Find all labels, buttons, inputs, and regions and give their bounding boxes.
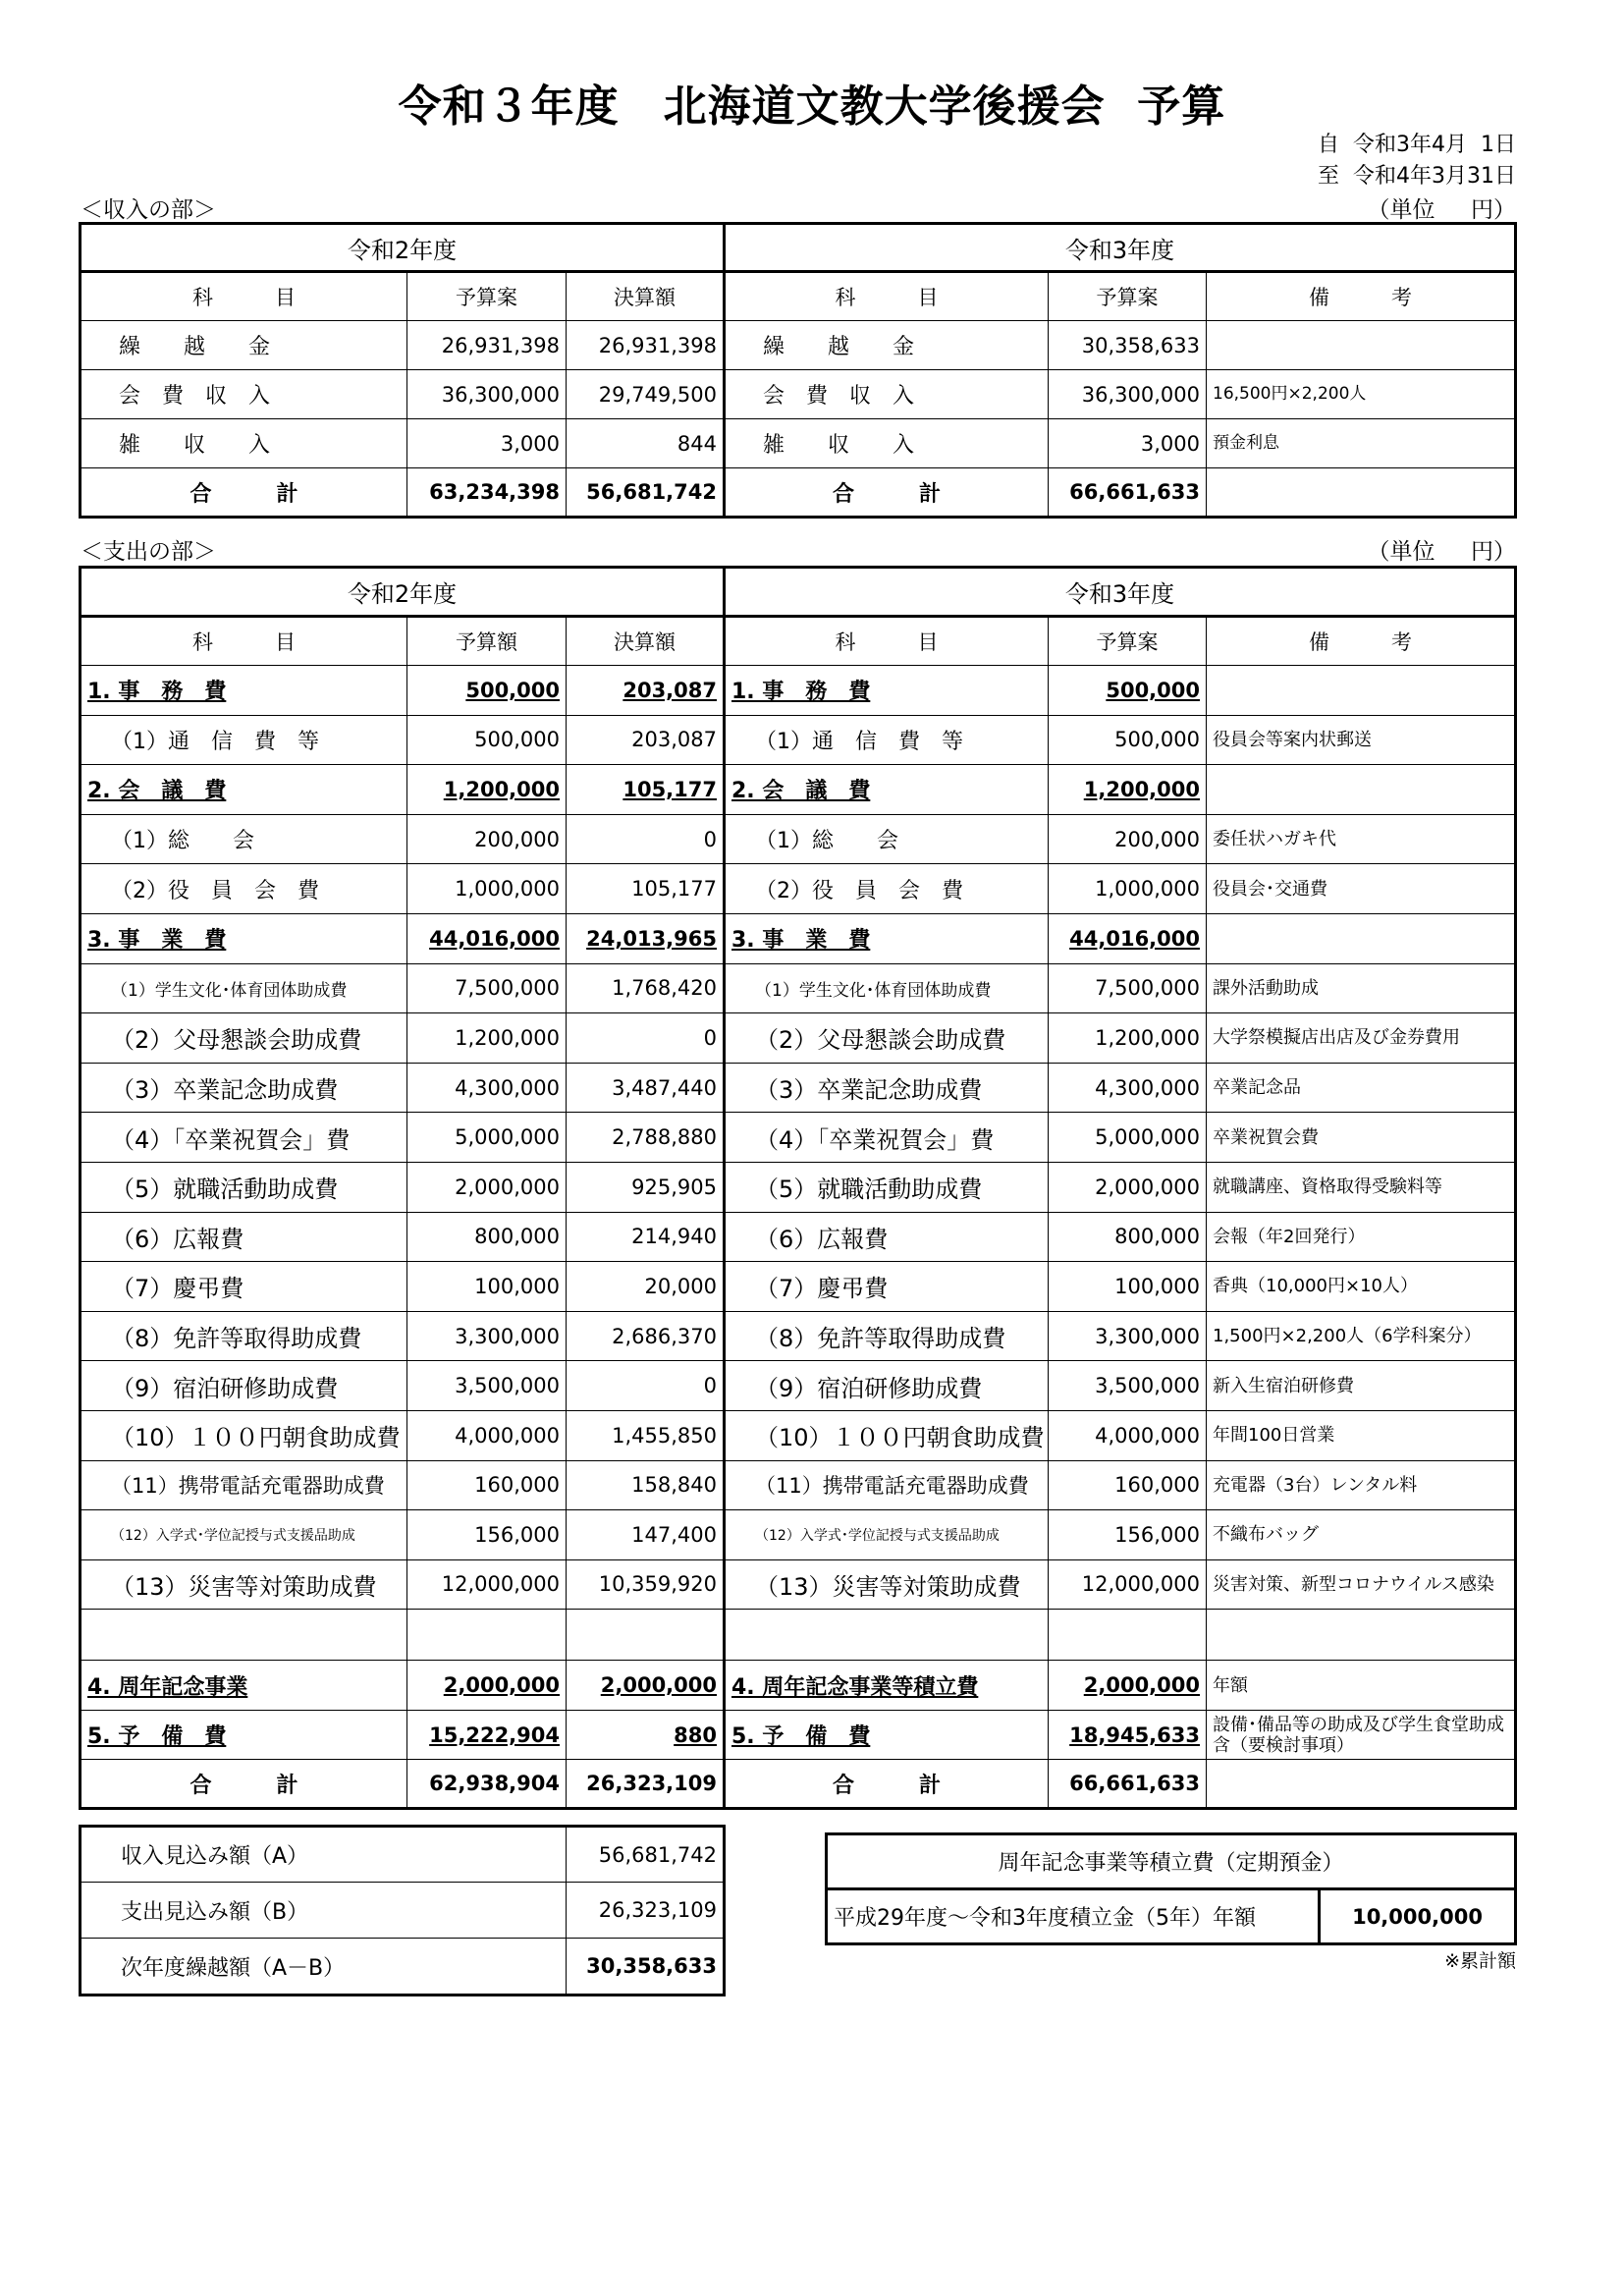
expense-item-name: （5）就職活動助成費 (81, 1162, 407, 1212)
expense-r3-budget: 7,500,000 (1049, 963, 1207, 1013)
income-unit-label: （単位 円） (1367, 197, 1516, 223)
expense-r2-budget: 1,200,000 (407, 765, 567, 815)
expense-remarks: 1,500円×2,200人（6学科案分） (1207, 1311, 1516, 1361)
income-r3-budget-header: 予算案 (1049, 272, 1207, 321)
expense-r2-budget: 44,016,000 (407, 913, 567, 963)
expense-section-label: ＜支出の部＞ (81, 539, 216, 565)
income-total-remarks (1207, 468, 1516, 518)
expense-r3-item-name: 3. 事 業 費 (725, 913, 1049, 963)
income-r2-budget: 26,931,398 (407, 321, 567, 370)
reserve-table (825, 1832, 1517, 1945)
income-r3-year: 令和3年度 (725, 224, 1516, 272)
expense-r3-item-name: （2）父母懇談会助成費 (725, 1013, 1049, 1064)
expense-r3-item-name: （3）卒業記念助成費 (725, 1063, 1049, 1113)
expense-total-r2-budget: 62,938,904 (407, 1760, 567, 1809)
expense-row (81, 1311, 1516, 1361)
income-remarks (1207, 321, 1516, 370)
expense-r2-settled: 880 (567, 1710, 725, 1760)
expense-r2-budget: 15,222,904 (407, 1710, 567, 1760)
expense-r3-budget: 1,000,000 (1049, 864, 1207, 914)
expense-r2-budget: 2,000,000 (407, 1162, 567, 1212)
expense-category-row (81, 666, 1516, 716)
expense-r3-item-name: 2. 会 議 費 (725, 765, 1049, 815)
income-total-label: 合 計 (81, 468, 407, 518)
expense-r3-item-name: （2）役 員 会 費 (725, 864, 1049, 914)
expense-r3-budget: 160,000 (1049, 1460, 1207, 1510)
expense-r2-budget: 160,000 (407, 1460, 567, 1510)
expense-item-name: （13）災害等対策助成費 (81, 1559, 407, 1610)
expense-r3-budget: 18,945,633 (1049, 1710, 1207, 1760)
expense-remarks: 香典（10,000円×10人） (1207, 1262, 1516, 1312)
expense-category-row (81, 1710, 1516, 1760)
expense-r3-budget: 100,000 (1049, 1262, 1207, 1312)
expense-r3-item-name: （5）就職活動助成費 (725, 1162, 1049, 1212)
income-item-name: 繰 越 金 (81, 321, 407, 370)
expense-item-name: （7）慶弔費 (81, 1262, 407, 1312)
expense-r3-budget: 44,016,000 (1049, 913, 1207, 963)
income-r3-budget: 3,000 (1049, 419, 1207, 468)
expense-row (81, 1510, 1516, 1560)
expense-unit-label: （単位 円） (1367, 539, 1516, 565)
summary-expense-label: 支出見込み額（B） (81, 1883, 567, 1939)
expense-remarks: 新入生宿泊研修費 (1207, 1361, 1516, 1411)
reserve-footnote: ※累計額 (1444, 1950, 1516, 1972)
expense-r3-item-name: （4）「卒業祝賀会」費 (725, 1113, 1049, 1163)
income-year-header-row (81, 224, 1516, 272)
income-table (79, 222, 1517, 519)
income-r3-item-name: 雑 収 入 (725, 419, 1049, 468)
expense-row (81, 1410, 1516, 1460)
expense-item-name: （8）免許等取得助成費 (81, 1311, 407, 1361)
expense-r3-budget: 2,000,000 (1049, 1162, 1207, 1212)
reserve-title-row (827, 1834, 1516, 1889)
expense-r2-settled-header: 決算額 (567, 617, 725, 666)
expense-r3-budget: 800,000 (1049, 1212, 1207, 1262)
expense-r3-item-name: （12）入学式･学位記授与式支援品助成 (725, 1510, 1049, 1560)
reserve-label: 平成29年度～令和3年度積立金（5年）年額 (827, 1889, 1320, 1944)
expense-r2-settled: 20,000 (567, 1262, 725, 1312)
expense-r3-item-name: 4. 周年記念事業等積立費 (725, 1661, 1049, 1711)
income-r2-budget: 3,000 (407, 419, 567, 468)
expense-r2-settled: 0 (567, 1013, 725, 1064)
expense-remarks: 卒業祝賀会費 (1207, 1113, 1516, 1163)
expense-item-name: 5. 予 備 費 (81, 1710, 407, 1760)
expense-item-name: （10）１００円朝食助成費 (81, 1410, 407, 1460)
expense-r2-settled: 1,768,420 (567, 963, 725, 1013)
income-total-r2-settled: 56,681,742 (567, 468, 725, 518)
expense-r2-budget-header: 予算額 (407, 617, 567, 666)
expense-item-name: （2）役 員 会 費 (81, 864, 407, 914)
expense-table (79, 566, 1517, 1810)
income-total-row (81, 468, 1516, 518)
expense-total-remarks (1207, 1760, 1516, 1809)
expense-r3-budget-header: 予算案 (1049, 617, 1207, 666)
expense-item-name: （1）学生文化･体育団体助成費 (81, 963, 407, 1013)
income-total-r3-label: 合 計 (725, 468, 1049, 518)
income-remarks-header: 備 考 (1207, 272, 1516, 321)
expense-r2-settled: 1,455,850 (567, 1410, 725, 1460)
income-r2-settled: 29,749,500 (567, 370, 725, 419)
expense-r3-item-name: （1）学生文化･体育団体助成費 (725, 963, 1049, 1013)
expense-r3-budget: 4,000,000 (1049, 1410, 1207, 1460)
expense-remarks: 会報（年2回発行） (1207, 1212, 1516, 1262)
expense-remarks: 就職講座、資格取得受験料等 (1207, 1162, 1516, 1212)
expense-remarks (1207, 765, 1516, 815)
expense-r2-budget: 2,000,000 (407, 1661, 567, 1711)
expense-r2-settled: 2,686,370 (567, 1311, 725, 1361)
income-row (81, 370, 1516, 419)
expense-remarks: 大学祭模擬店出店及び金券費用 (1207, 1013, 1516, 1064)
income-total-r2-budget: 63,234,398 (407, 468, 567, 518)
reserve-value-row (827, 1889, 1516, 1944)
expense-item-name: （11）携帯電話充電器助成費 (81, 1460, 407, 1510)
expense-r2-settled: 214,940 (567, 1212, 725, 1262)
expense-row (81, 1610, 1516, 1661)
expense-r2-settled: 2,788,880 (567, 1113, 725, 1163)
expense-row (81, 1361, 1516, 1411)
expense-r2-settled (567, 1610, 725, 1661)
expense-item-name: （4）「卒業祝賀会」費 (81, 1113, 407, 1163)
expense-r2-settled: 105,177 (567, 765, 725, 815)
expense-r2-budget: 3,300,000 (407, 1311, 567, 1361)
expense-item-name (81, 1610, 407, 1661)
expense-remarks: 年間100日営業 (1207, 1410, 1516, 1460)
expense-total-r3-budget: 66,661,633 (1049, 1760, 1207, 1809)
expense-r2-budget: 1,000,000 (407, 864, 567, 914)
expense-row (81, 1162, 1516, 1212)
expense-r2-budget: 156,000 (407, 1510, 567, 1560)
expense-r3-item-name (725, 1610, 1049, 1661)
expense-r2-year: 令和2年度 (81, 568, 725, 617)
expense-row (81, 1262, 1516, 1312)
expense-item-name: 4. 周年記念事業 (81, 1661, 407, 1711)
expense-r2-settled: 2,000,000 (567, 1661, 725, 1711)
period-to: 至 令和4年3月31日 (1318, 164, 1516, 189)
expense-r2-settled: 147,400 (567, 1510, 725, 1560)
reserve-title: 周年記念事業等積立費（定期預金） (827, 1834, 1516, 1889)
page-title: 令和３年度 北海道文教大学後援会 予算 (398, 82, 1226, 132)
expense-r3-item-name: 5. 予 備 費 (725, 1710, 1049, 1760)
expense-r2-settled: 105,177 (567, 864, 725, 914)
expense-r3-item-name: （9）宿泊研修助成費 (725, 1361, 1049, 1411)
expense-item-name: 3. 事 業 費 (81, 913, 407, 963)
expense-r2-budget: 4,000,000 (407, 1410, 567, 1460)
expense-remarks: 役員会･交通費 (1207, 864, 1516, 914)
summary-row-income (81, 1827, 725, 1883)
expense-r3-year: 令和3年度 (725, 568, 1516, 617)
income-total-r3-budget: 66,661,633 (1049, 468, 1207, 518)
expense-item-name: （1）総 会 (81, 814, 407, 864)
expense-r2-settled: 158,840 (567, 1460, 725, 1510)
income-section-label: ＜収入の部＞ (81, 197, 216, 223)
expense-r2-budget: 3,500,000 (407, 1361, 567, 1411)
expense-remarks: 年額 (1207, 1661, 1516, 1711)
expense-row (81, 814, 1516, 864)
expense-r2-settled: 203,087 (567, 715, 725, 765)
expense-item-name: （2）父母懇談会助成費 (81, 1013, 407, 1064)
expense-r3-budget: 3,300,000 (1049, 1311, 1207, 1361)
summary-carryover-value: 30,358,633 (567, 1939, 725, 1995)
expense-r3-item-name: （13）災害等対策助成費 (725, 1559, 1049, 1610)
expense-r2-budget: 5,000,000 (407, 1113, 567, 1163)
summary-income-label: 収入見込み額（A） (81, 1827, 567, 1883)
expense-item-name: （1）通 信 費 等 (81, 715, 407, 765)
income-r2-budget: 36,300,000 (407, 370, 567, 419)
expense-r3-item-name: （11）携帯電話充電器助成費 (725, 1460, 1049, 1510)
expense-r3-budget: 1,200,000 (1049, 1013, 1207, 1064)
income-r3-budget: 30,358,633 (1049, 321, 1207, 370)
expense-r3-item-name: （8）免許等取得助成費 (725, 1311, 1049, 1361)
expense-r3-item-name: 1. 事 務 費 (725, 666, 1049, 716)
expense-r3-budget: 200,000 (1049, 814, 1207, 864)
expense-row (81, 963, 1516, 1013)
reserve-value: 10,000,000 (1320, 1889, 1516, 1944)
income-remarks: 16,500円×2,200人 (1207, 370, 1516, 419)
expense-r3-budget: 12,000,000 (1049, 1559, 1207, 1610)
expense-row (81, 1460, 1516, 1510)
period-from: 自 令和3年4月 1日 (1318, 133, 1516, 157)
expense-row (81, 864, 1516, 914)
income-row (81, 419, 1516, 468)
expense-r2-budget: 1,200,000 (407, 1013, 567, 1064)
expense-row (81, 1113, 1516, 1163)
expense-r2-settled: 3,487,440 (567, 1063, 725, 1113)
expense-item-name: 1. 事 務 費 (81, 666, 407, 716)
income-r3-item-name: 繰 越 金 (725, 321, 1049, 370)
expense-r2-budget: 500,000 (407, 666, 567, 716)
expense-row (81, 1212, 1516, 1262)
expense-year-header-row (81, 568, 1516, 617)
expense-r2-budget: 800,000 (407, 1212, 567, 1262)
income-r2-settled-header: 決算額 (567, 272, 725, 321)
expense-r2-budget: 200,000 (407, 814, 567, 864)
expense-r2-settled: 203,087 (567, 666, 725, 716)
expense-remarks (1207, 666, 1516, 716)
expense-r2-settled: 10,359,920 (567, 1559, 725, 1610)
expense-r2-budget (407, 1610, 567, 1661)
expense-r3-budget (1049, 1610, 1207, 1661)
income-row (81, 321, 1516, 370)
expense-column-header-row (81, 617, 1516, 666)
expense-row (81, 1013, 1516, 1064)
expense-subject-header: 科 目 (81, 617, 407, 666)
expense-r3-budget: 1,200,000 (1049, 765, 1207, 815)
expense-category-row (81, 1661, 1516, 1711)
expense-r3-budget: 3,500,000 (1049, 1361, 1207, 1411)
expense-r3-item-name: （1）通 信 費 等 (725, 715, 1049, 765)
expense-r3-item-name: （10）１００円朝食助成費 (725, 1410, 1049, 1460)
expense-r3-item-name: （1）総 会 (725, 814, 1049, 864)
income-item-name: 雑 収 入 (81, 419, 407, 468)
expense-item-name: 2. 会 議 費 (81, 765, 407, 815)
income-item-name: 会 費 収 入 (81, 370, 407, 419)
income-r2-year: 令和2年度 (81, 224, 725, 272)
income-r2-budget-header: 予算案 (407, 272, 567, 321)
expense-r2-settled: 0 (567, 1361, 725, 1411)
expense-row (81, 1063, 1516, 1113)
expense-r3-budget: 5,000,000 (1049, 1113, 1207, 1163)
expense-r3-budget: 500,000 (1049, 666, 1207, 716)
expense-item-name: （3）卒業記念助成費 (81, 1063, 407, 1113)
summary-table (79, 1825, 726, 1996)
expense-r3-item-name: （7）慶弔費 (725, 1262, 1049, 1312)
expense-r3-subject-header: 科 目 (725, 617, 1049, 666)
summary-row-carryover (81, 1939, 725, 1995)
expense-remarks: 卒業記念品 (1207, 1063, 1516, 1113)
expense-r2-budget: 4,300,000 (407, 1063, 567, 1113)
expense-total-r3-label: 合 計 (725, 1760, 1049, 1809)
expense-remarks: 不織布バッグ (1207, 1510, 1516, 1560)
expense-remarks: 充電器（3台）レンタル料 (1207, 1460, 1516, 1510)
expense-remarks (1207, 1610, 1516, 1661)
income-r2-settled: 844 (567, 419, 725, 468)
expense-total-r2-settled: 26,323,109 (567, 1760, 725, 1809)
expense-remarks: 設備･備品等の助成及び学生食堂助成含（要検討事項） (1207, 1710, 1516, 1760)
expense-item-name: （9）宿泊研修助成費 (81, 1361, 407, 1411)
expense-row (81, 715, 1516, 765)
expense-remarks (1207, 913, 1516, 963)
summary-expense-value: 26,323,109 (567, 1883, 725, 1939)
expense-r3-budget: 2,000,000 (1049, 1661, 1207, 1711)
income-column-header-row (81, 272, 1516, 321)
income-subject-header: 科 目 (81, 272, 407, 321)
expense-remarks: 災害対策、新型コロナウイルス感染 (1207, 1559, 1516, 1610)
income-r3-subject-header: 科 目 (725, 272, 1049, 321)
expense-category-row (81, 913, 1516, 963)
expense-total-row (81, 1760, 1516, 1809)
expense-r3-budget: 156,000 (1049, 1510, 1207, 1560)
expense-remarks: 委任状ハガキ代 (1207, 814, 1516, 864)
expense-r2-settled: 24,013,965 (567, 913, 725, 963)
expense-r2-budget: 7,500,000 (407, 963, 567, 1013)
expense-r2-budget: 100,000 (407, 1262, 567, 1312)
expense-r2-settled: 0 (567, 814, 725, 864)
expense-r2-settled: 925,905 (567, 1162, 725, 1212)
summary-row-expense (81, 1883, 725, 1939)
expense-total-label: 合 計 (81, 1760, 407, 1809)
expense-item-name: （12）入学式･学位記授与式支援品助成 (81, 1510, 407, 1560)
income-remarks: 預金利息 (1207, 419, 1516, 468)
expense-category-row (81, 765, 1516, 815)
expense-r3-budget: 500,000 (1049, 715, 1207, 765)
income-r3-item-name: 会 費 収 入 (725, 370, 1049, 419)
income-r3-budget: 36,300,000 (1049, 370, 1207, 419)
expense-remarks: 役員会等案内状郵送 (1207, 715, 1516, 765)
income-r2-settled: 26,931,398 (567, 321, 725, 370)
expense-remarks: 課外活動助成 (1207, 963, 1516, 1013)
expense-r3-item-name: （6）広報費 (725, 1212, 1049, 1262)
summary-carryover-label: 次年度繰越額（A－B） (81, 1939, 567, 1995)
expense-remarks-header: 備 考 (1207, 617, 1516, 666)
summary-income-value: 56,681,742 (567, 1827, 725, 1883)
expense-item-name: （6）広報費 (81, 1212, 407, 1262)
expense-r3-budget: 4,300,000 (1049, 1063, 1207, 1113)
expense-r2-budget: 12,000,000 (407, 1559, 567, 1610)
expense-row (81, 1559, 1516, 1610)
expense-r2-budget: 500,000 (407, 715, 567, 765)
